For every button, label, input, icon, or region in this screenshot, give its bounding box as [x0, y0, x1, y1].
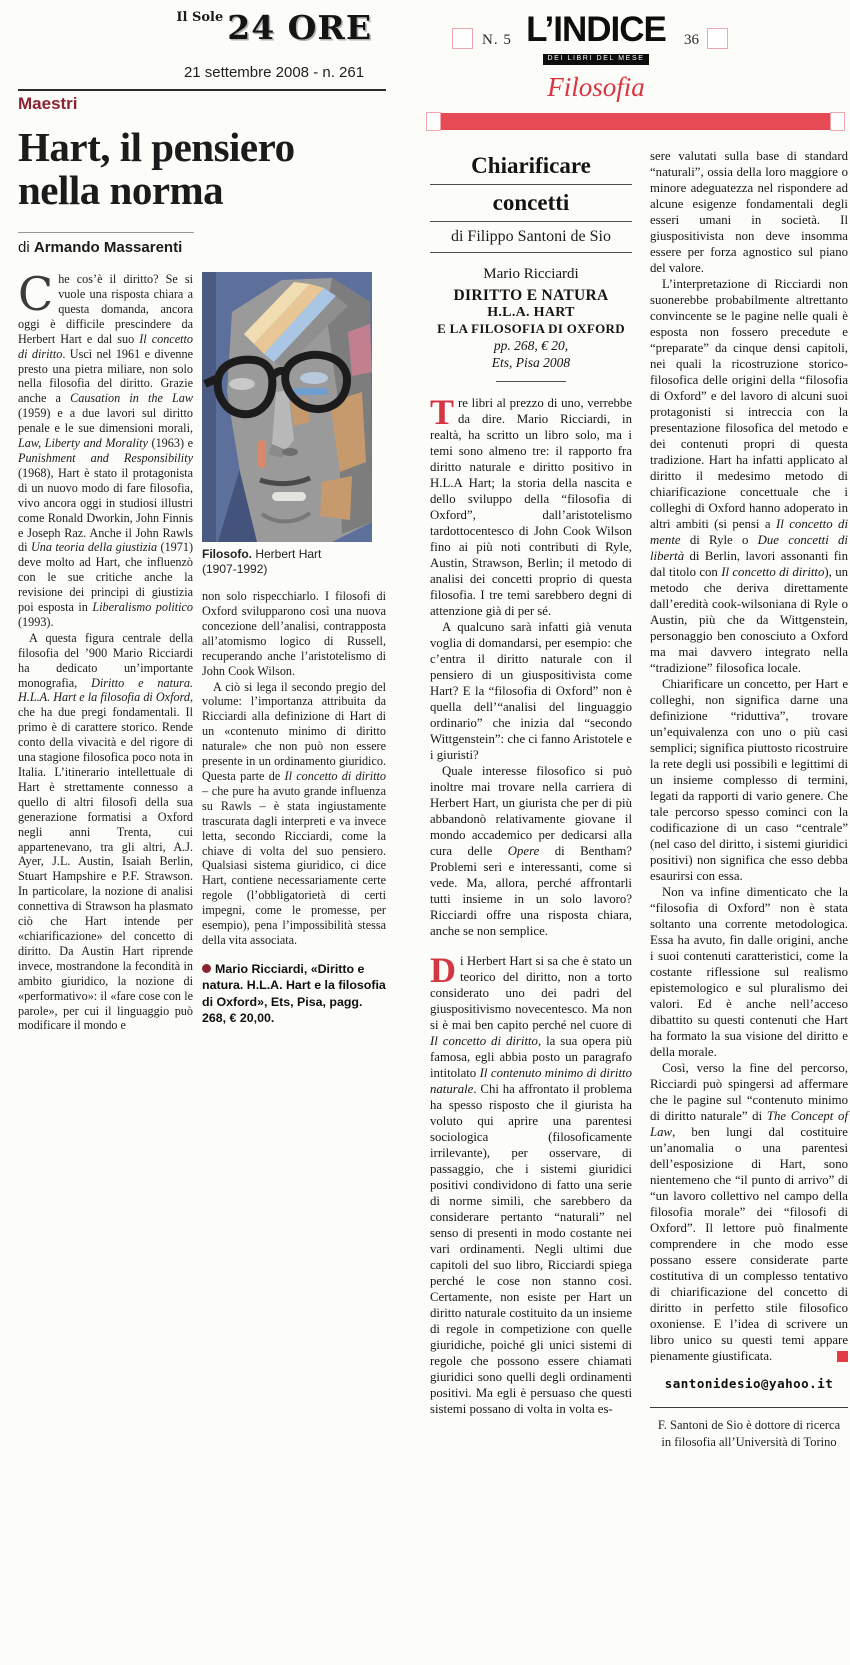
red-bar — [428, 113, 843, 130]
review-title-block — [430, 148, 632, 253]
review-column-2 — [650, 148, 848, 1451]
review-byline: di Filippo Santoni de Sio — [450, 228, 611, 245]
corner-square-left — [452, 28, 473, 49]
book-publisher: Ets, Pisa 2008 — [491, 355, 571, 370]
review-column-1 — [430, 148, 632, 1417]
paragraph: L’interpretazione di Ricciardi non suonerebbe probabilmente altrettanto convincente se le pagine nelle quali è esposta non fossero precedute e “preparate” da cinque densi capitoli, nei quali la ricostruzione storico-filosofica delle origini della “filosofia di Oxford” e del lavoro di alcuni suoi protagonisti si intreccia con la presentazione filosofica del metodo e dei contenuti propri di questa tradizione. Hart ha infatti applicato al diritto il medesimo metodo di chiarificazione concettuale che i colleghi di Oxford hanno adoperato in altri ambiti (si pensi a Il concetto di mente di Ryle o Due concetti di libertà di Berlin, lavori assonanti fin dal titolo con Il concetto di diritto), un metodo che deriva direttamente dall’eredità cook-wilsoniana di Ryle o Austin, più che da Wittgenstein, personaggio ben conosciuto a Oxford ma mai davvero integrato nella “tradizione” filosofica locale. — [650, 277, 849, 675]
paragraph: Quale interesse filosofico si può inoltre mai trovare nella carriera di Herbert Hart, un giurista che per di più abbandonò relativamente giovane il mondo accademico per dedicarsi alla cura delle Opere di Bentham? Problemi seri e interessanti, come si vede. Ma, allora, perché affrontarli tutti insieme in un solo lavoro? Ricciardi offre una risposta chiara, anche se non semplice. — [430, 764, 632, 938]
paragraph: A qualcuno sarà infatti già venuta voglia di domandarsi, per esempio: che c’entra il diritto naturale con il pensiero di un giuspositivista come Hart? E la “filosofia di Oxford” non è quella dell’“analisi del linguaggio ordinario” che inizia dal “secondo Wittgenstein”: che ci fanno Aristotele e i giuristi? — [430, 620, 632, 762]
paragraph — [650, 1060, 848, 1364]
paragraph-text: re libri al prezzo di uno, verrebbe da dire. Mario Ricciardi, in realtà, ha scritto un libro solo, ma i temi sono almeno tre: il rapporto fra diritto naturale e diritto positivo in H.L.A Hart; la storia della nascita e dello sviluppo della “filosofia di Oxford”, dall’aristotelismo tardottocentesco di John Cook Wilson fino ai più noti contributi di Ryle, Austin, Strawson, Berlin; il metodo di analisi dei concetti proprio di questa filosofia. I tre temi sarebbero degni di attenzione già di per sé. — [430, 396, 632, 618]
column-1 — [18, 267, 194, 1033]
book-citation — [430, 266, 632, 382]
corner-square-right — [707, 28, 728, 49]
paragraph: non solo rispecchiarlo. I filosofi di Oxford svilupparono così una nuova concezione dell’analisi, contrapposta all’atomismo logico di Russell, recuperando anche l’aristotelismo di John Cook Wilson. — [202, 589, 386, 678]
lindice-article — [420, 8, 850, 1665]
byline — [18, 232, 194, 256]
book-title-line-1: DIRITTO E NATURA — [453, 287, 609, 304]
divider — [430, 252, 632, 253]
divider — [650, 1407, 848, 1408]
dropcap-c: C — [18, 267, 54, 322]
review-title-line-1: Chiarificare — [471, 153, 591, 178]
footnote-line-1: F. Santoni de Sio è dottore di ricerca — [657, 1418, 841, 1432]
byline-author: Armando Massarenti — [33, 239, 183, 257]
paragraph: Chiarificare un concetto, per Hart e colleghi, non significa darne una definizione “riduttiva”, trovare un’equivalenza con uno o più casi semplici; significa piuttosto ricostruire la rete degli usi possibili e legittimi di un insieme complesso di termini, legati da rapporti di vario genere. Che tale percorso spesso cominci con la codificazione di un caso “centrale” (nel caso del diritto, i sistemi giuridici positivi) non significa che esso debba esaurirsi con essa. — [650, 677, 848, 883]
red-bar-end-square-left — [426, 112, 441, 131]
paragraph-text: i Herbert Hart si sa che è stato un teorico del diritto, non a torto considerato uno dei padri del giuspositivismo novecentesco. Ma non si è mai ben capito perché nel cuore di Il concetto di diritto, la sua opera più famosa, egli abbia posto un paragrafo intitolato Il contenuto minimo di diritto naturale. Chi ha affrontato il problema ha spesso risposto che il giurista ha voluto qui aprire una parentesi sociologica (filosoficamente irrilevante), per osservare, di passaggio, che i sistemi giuridici positivi condividono di fatto una serie di norme simili, che sarebbero da considerare pertanto “naturali” nel senso di presenti in modo costante nei vari ordinamenti. Negli ultimi due capitoli del suo libro, Ricciardi spiega perché le cose non stanno così. Certamente, non esiste per Hart un diritto naturale costituito da un insieme di regole in competizione con quelle giuridiche, poiché gli unici sistemi di regole che possono essere chiamati giuridici sono quelli degli ordinamenti positivi. Ma egli è persuaso che questi sistemi possano di volta in volta es- — [430, 954, 632, 1416]
page-number: 36 — [684, 32, 699, 48]
photo-caption — [202, 547, 386, 577]
headline-line-2: nella norma — [18, 167, 224, 214]
paragraph-text: Così, verso la fine del percorso, Ricciardi può spingersi ad affermare che le pagine sul “contenuto minimo di diritto naturale” di The Concept of Law, ben lungi dal costituire un’anomalia o una parentesi dell’esposizione di Hart, sono nientemeno che “il punto di arrivo” di “un lavoro collettivo nel campo della filosofia morale” dei “filosofi di Oxford”. Il lettore può finalmente comprendere in che modo esse possano essere considerate parte costitutiva di un complesso tentativo di chiarificazione del concetto di diritto in perfetto stile filosofico oxoniense. E l’idea di scrivere un libro unico su questi temi appare pienamente giustificata. — [650, 1061, 848, 1363]
book-title-line-2: H.L.A. HART — [487, 305, 575, 320]
author-footnote — [650, 1417, 848, 1451]
header-rule — [18, 89, 386, 91]
article-columns — [18, 267, 386, 1033]
footnote-line-2: in filosofia all’Università di Torino — [661, 1434, 837, 1449]
paragraph — [430, 392, 632, 619]
review-title-line-2: concetti — [492, 190, 570, 215]
masthead-big-text: 24 ORE — [227, 8, 372, 47]
byline-prefix: di — [18, 239, 30, 257]
section-label-filosofia: Filosofia — [547, 72, 645, 102]
column-2 — [202, 272, 386, 1033]
caption-years: (1907-1992) — [202, 562, 268, 577]
dropcap-t: T — [430, 392, 455, 432]
paragraph: Non va infine dimenticato che la “filosofia di Oxford” non è stata soltanto una corrente metodologica. Essa ha avuto, fin dalle origini, anche i suoi contenuti caratteristici, come la costante riflessione sul realismo epistemologico e sul pluralismo dei valori. Ed è anche nell’acceso dibattito su questi contenuti che Hart ha formato la sua visione del diritto e della morale. — [650, 885, 848, 1059]
masthead-small-text: Il Sole — [176, 10, 224, 25]
sole24ore-masthead — [18, 8, 386, 60]
sole24ore-article — [18, 8, 386, 1033]
book-reference — [202, 961, 386, 1027]
paragraph — [18, 267, 194, 630]
headline-line-1: Hart, il pensiero — [18, 124, 295, 170]
headline — [18, 126, 386, 212]
author-email: santonidesio@yahoo.it — [664, 1376, 834, 1391]
dateline: 21 settembre 2008 - n. 261 — [183, 64, 365, 81]
paragraph: A ciò si lega il secondo pregio del volume: l’importanza attribuita da Ricciardi alla definizione di Hart di un «contenuto minimo di diritto naturale» che non può non essere presente in un ordinamento giuridico. Questa parte de Il concetto di diritto – che pure ha avuto grande influenza su Rawls – è stata ingiustamente trascurata dagli interpreti e va invece letta, secondo Ricciardi, come la chiave di volta del suo pensiero. Qualsiasi sistema giuridico, ci dice Hart, contiene necessariamente certe regole (l’obbligatorietà di certi impegni, come le promesse, per esempio), pena l’impossibilità stessa della vita associata. — [202, 679, 386, 947]
caption-lead: Filosofo. — [202, 547, 252, 562]
book-reference-text: Mario Ricciardi, «Diritto e natura. H.L.A. Hart e la filosofia di Oxford», Ets, Pisa, pagg. 268, € 20,00. — [202, 961, 386, 1025]
paragraph: sere valutati sulla base di standard “naturali”, ossia della loro maggiore o minore adeguatezza nel rispondere ad alcune esigenze fondamentali degli esseri umani in società. Il giuspositivista non deve insomma essere per forza agnostico sul piano del valore. — [650, 149, 848, 275]
book-author: Mario Ricciardi — [483, 266, 579, 282]
dropcap-d: D — [430, 950, 456, 990]
divider — [496, 381, 566, 382]
red-bar-end-square-right — [830, 112, 845, 131]
caption-name: Herbert Hart — [255, 547, 322, 562]
issue-number: N. 5 — [482, 32, 512, 48]
paragraph: A questa figura centrale della filosofia del ’900 Mario Ricciardi ha dedicato un’importante monografia, Diritto e natura. H.L.A. Hart e la filosofia di Oxford, che ha due pregi fondamentali. Il primo è di carattere storico. Rende conto della vivacità e del rigore di una stagione filosofica poco nota in Italia. L’itinerario intellettuale di Hart è strettamente connesso a quello di altri filosofi della sua generazione formatisi a Oxford negli anni Trenta, cui appartenevano, tra gli altri, A.J. Ayer, J.L. Austin, Isaiah Berlin, Stuart Hampshire e P.F. Strawson. In particolare, la nozione di analisi connettiva di Strawson ha plasmato ciò che Hart intende per «chiarificazione» del concetto di diritto. Da Austin Hart riprende invece, mostrandone la fecondità in ambito giuridico, la nozione di «performativo»: il «fare cose con le parole», per cui il linguaggio può modificare il mondo e — [18, 630, 193, 1033]
section-label: Maestri — [18, 94, 78, 113]
paragraph — [430, 950, 632, 1417]
herbert-hart-portrait — [202, 272, 372, 542]
book-pages-price: pp. 268, € 20, — [493, 338, 569, 353]
lindice-logo-subtitle: DEI LIBRI DEL MESE — [543, 54, 648, 65]
bullet-icon — [202, 964, 211, 973]
lindice-logo-text: L’INDICE — [526, 10, 666, 49]
lindice-header — [420, 8, 850, 72]
book-title-line-3: E LA FILOSOFIA DI OXFORD — [437, 321, 625, 336]
lindice-masthead — [518, 12, 674, 65]
end-mark-icon — [837, 1351, 848, 1362]
paragraph-text: he cos’è il diritto? Se si vuole una risposta chiara a questa domanda, ancora oggi è difficile prescindere da Herbert Hart e dal suo Il concetto di diritto. Uscì nel 1961 e divenne presto una pietra miliare, non solo nella filosofia del diritto. Grazie anche a Causation in the Law (1959) e a due lavori sul diritto penale e le sue dimensioni morali, Law, Liberty and Morality (1963) e Punishment and Responsibility (1968), Hart è stato il protagonista di un nuovo modo di fare filosofia, vivo ancora oggi in studiosi illustri come Ronald Dworkin, John Finnis e Joseph Raz. Anche il John Rawls di Una teoria della giustizia (1971) deve molto ad Hart, che influenzò con le sue critiche anche la revisione dei principi di giustizia poi esposta in Liberalismo politico (1993). — [18, 272, 194, 629]
